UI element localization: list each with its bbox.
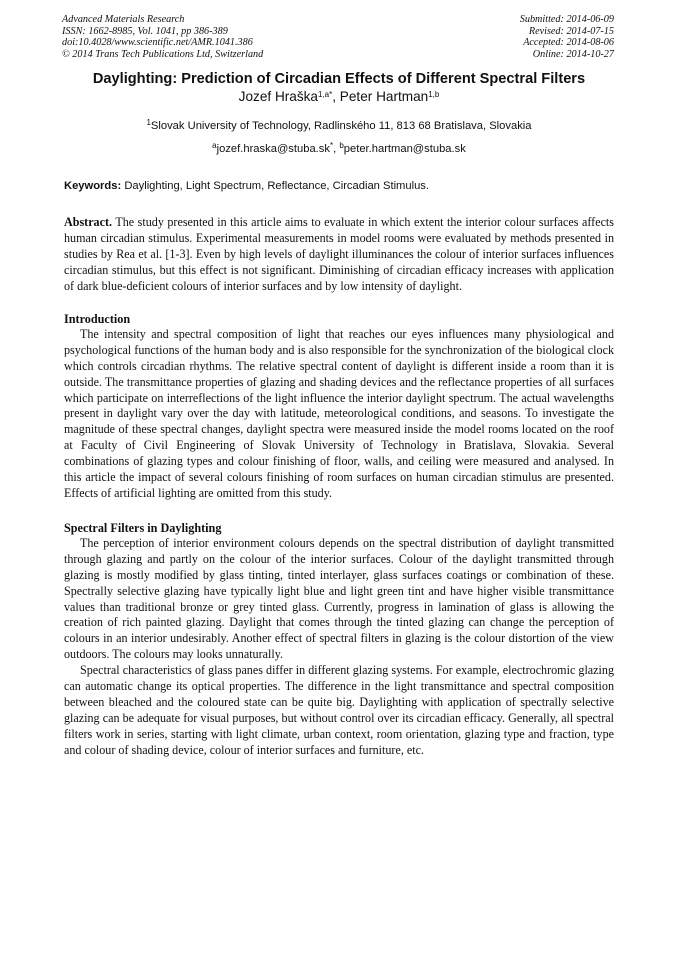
journal-info [62,14,263,60]
keywords-label: Keywords: [64,180,122,193]
paragraph: Spectral characteristics of glass panes differ in different glazing systems. For example, electrochromic glazing can automatic change its optical properties. The difference in the light transmittance and spectral composition between bleached and the coloured state can be quite big. Daylighting with application of spectrally selective glazing can be adequate for visual purposes, but without control over its circadian efficacy. Generally, all spectral filters work in series, starting with light climate, urban context, room orientation, glazing type and fraction, type and colour of shading device, colour of interior surfaces and furniture, etc. [64,663,614,757]
paper-title: Daylighting: Prediction of Circadian Effects of Different Spectral Filters [92,71,586,88]
keywords-text: Daylighting, Light Spectrum, Reflectance, Circadian Stimulus. [124,180,430,193]
author-line: Jozef Hraška$^{1,a*}$, Peter Hartman$^{1,b}$ [238,89,440,105]
email-line: $^a$jozef.hraska@stuba.sk*, $^b$peter.hartman@stuba.sk [212,141,466,156]
corresponding-mark: * [329,141,334,151]
author-affiliation-mark: 1,a* [318,90,333,100]
email-mark: a [212,141,217,151]
date-revised: Revised: 2014-07-15 [528,25,614,37]
author-affiliation-mark: 1,b [428,90,440,100]
submission-dates [520,14,614,60]
affiliation [64,119,614,133]
journal-issn: ISSN: 1662-8985, Vol. 1041, pp 386-389 [62,25,228,37]
paragraph: The intensity and spectral composition of light that reaches our eyes influences many physiological and psychological functions of the human body and is also responsible for the synchronization of the biological clock which controls circadian rhythms. The relative spectral content of daylight is different inside a room than it is outside. The transmittance properties of glazing and shading devices and the reflectance properties of all surfaces which participate on interreflections of the light influence the interior daylight spectrum. The actual wavelengths present in daylight vary over the day with latitude, meteorological conditions, and seasons. To investigate the magnitude of these spectral changes, daylight spectra were measured inside the model rooms located on the roof at Faculty of Civil Engineering of Slovak University of Technology in Bratislava, Slovakia. Several combinations of glazing types and colour finishing of floor, walls, and ceiling were measured and analysed. In this article the impact of several colours finishing of room surfaces on human circadian stimulus are presented. Effects of artificial lighting are omitted from this study. [64,326,614,500]
author-name: Peter Hartman [339,89,429,105]
section-heading-spectral-filters: Spectral Filters in Daylighting [64,520,222,535]
email-mark: b [339,141,344,151]
section-heading-introduction: Introduction [64,311,131,326]
journal-name: Advanced Materials Research [62,14,185,25]
abstract-text: The study presented in this article aims to evaluate in which extent the interior colour surfaces affects human circadian stimulus. Experimental measurements in model rooms were evaluated by methods presented in studies by Rea et al. [1-3]. Even by high levels of daylight illuminances the colour of interior surfaces influences circadian stimulus, but this effect is not significant. Diminishing of circadian efficacy increases with application of dark blue-deficient colours of interior surfaces and by low intensity of daylight. [64,215,615,293]
email-link[interactable]: peter.hartman@stuba.sk [343,143,466,156]
journal-doi: doi:10.4028/www.scientific.net/AMR.1041.386 [62,37,253,49]
date-online: Online: 2014-10-27 [532,48,614,60]
paper-page [64,14,614,759]
email-link[interactable]: jozef.hraska@stuba.sk [216,143,330,156]
affiliation-mark: 1 [146,118,151,128]
abstract-label: Abstract. [64,215,113,230]
abstract [64,215,614,295]
paragraph: The perception of interior environment colours depends on the spectral distribution of daylight transmitted through glazing and partly on the colour of the interior surfaces. Colour of the daylight transmitted through glazing is mostly modified by glass tinting, tinted interlayer, glass surfaces coatings or combination of these. Spectrally selective glazing have typically light blue and light green tint and have higher visible transmittance values than traditional bronze or grey tinted glass. Currently, progress in lamination of glass is allowing the creation of rich painted glazing. Daylight that comes through the tinted glazing can change the perception of colours in an interior undesirably. Another effect of spectral filters in glazing is the colour distortion of the view outdoors. The colours may looks unnaturally. [64,535,614,662]
author-name: Jozef Hraška [238,89,318,105]
date-submitted: Submitted: 2014-06-09 [519,14,614,25]
affiliation-text: Slovak University of Technology, Radlinského 11, 813 68 Bratislava, Slovakia [150,120,532,133]
journal-header [62,14,614,60]
date-accepted: Accepted: 2014-08-06 [523,37,614,49]
journal-copyright: © 2014 Trans Tech Publications Ltd, Switzerland [62,48,264,60]
keywords [64,179,614,193]
